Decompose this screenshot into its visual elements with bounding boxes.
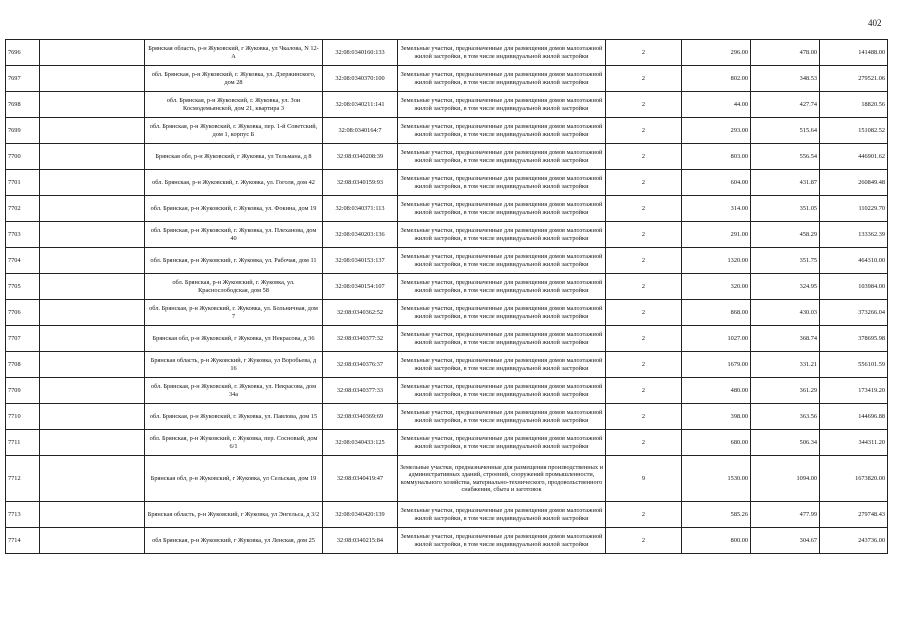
cell-address: Брянская обл, р-н Жуковский, г Жуковка, ул Тельмана, д 8 xyxy=(145,144,323,170)
cell-number: 7709 xyxy=(6,378,40,404)
cell-cadastral-number: 32:08:0340377:32 xyxy=(323,326,398,352)
cell-number: 7697 xyxy=(6,66,40,92)
cell-blank xyxy=(40,502,145,528)
cell-permitted-use: Земельные участки, предназначенные для размещения домов малоэтажной жилой застройки, в том числе индивидуальной жилой застройки xyxy=(398,326,606,352)
cell-blank xyxy=(40,40,145,66)
cell-permitted-use: Земельные участки, предназначенные для размещения домов малоэтажной жилой застройки, в том числе индивидуальной жилой застройки xyxy=(398,352,606,378)
cell-blank xyxy=(40,378,145,404)
cell-cadastral-value: 260849.48 xyxy=(820,170,888,196)
cell-blank xyxy=(40,352,145,378)
table-row xyxy=(6,196,888,222)
cell-cadastral-number: 32:08:0340203:136 xyxy=(323,222,398,248)
cell-specific-value: 431.87 xyxy=(751,170,820,196)
cell-use-group: 2 xyxy=(606,528,682,554)
cell-cadastral-number: 32:08:0340420:139 xyxy=(323,502,398,528)
cell-address: обл. Брянская, р-н Жуковский, г. Жуковка, ул. Рабочая, дом 11 xyxy=(145,248,323,274)
cell-use-group: 2 xyxy=(606,170,682,196)
cell-cadastral-value: 151082.52 xyxy=(820,118,888,144)
cell-use-group: 2 xyxy=(606,326,682,352)
table-row xyxy=(6,222,888,248)
cell-specific-value: 331.21 xyxy=(751,352,820,378)
cell-number: 7712 xyxy=(6,456,40,502)
cell-address: обл. Брянская, р-н Жуковский, г. Жуковка, ул. Зои Космодемьянской, дом 21, квартира 3 xyxy=(145,92,323,118)
cell-use-group: 2 xyxy=(606,222,682,248)
cell-number: 7700 xyxy=(6,144,40,170)
cell-address: обл. Брянская, р-н Жуковский, г. Жуковка, ул. Фокина, дом 19 xyxy=(145,196,323,222)
land-registry-table xyxy=(5,39,888,554)
cell-permitted-use: Земельные участки, предназначенные для размещения домов малоэтажной жилой застройки, в том числе индивидуальной жилой застройки xyxy=(398,248,606,274)
cell-use-group: 9 xyxy=(606,456,682,502)
cell-use-group: 2 xyxy=(606,248,682,274)
cell-number: 7710 xyxy=(6,404,40,430)
cell-use-group: 2 xyxy=(606,144,682,170)
cell-number: 7703 xyxy=(6,222,40,248)
cell-blank xyxy=(40,196,145,222)
cell-cadastral-number: 32:08:0340370:100 xyxy=(323,66,398,92)
cell-number: 7707 xyxy=(6,326,40,352)
cell-use-group: 2 xyxy=(606,66,682,92)
cell-area: 680.00 xyxy=(682,430,751,456)
cell-address: обл. Брянская, р-н Жуковский, г. Жуковка, ул. Павлова, дом 15 xyxy=(145,404,323,430)
cell-use-group: 2 xyxy=(606,430,682,456)
table-row xyxy=(6,144,888,170)
cell-address: обл. Брянская, р-н Жуковский, г. Жуковка, ул. Гоголя, дом 42 xyxy=(145,170,323,196)
cell-blank xyxy=(40,248,145,274)
cell-cadastral-value: 18820.56 xyxy=(820,92,888,118)
cell-cadastral-number: 32:08:0340154:107 xyxy=(323,274,398,300)
cell-permitted-use: Земельные участки, предназначенные для размещения домов малоэтажной жилой застройки, в том числе индивидуальной жилой застройки xyxy=(398,274,606,300)
cell-number: 7706 xyxy=(6,300,40,326)
cell-number: 7702 xyxy=(6,196,40,222)
cell-permitted-use: Земельные участки, предназначенные для размещения производственных и административных зданий, строений, сооружений промышленности, коммунального хозяйства, материально-технического, продовольственного снабжения, сбыта и заготовок xyxy=(398,456,606,502)
cell-cadastral-value: 173419.20 xyxy=(820,378,888,404)
cell-cadastral-number: 32:08:0340371:113 xyxy=(323,196,398,222)
cell-cadastral-value: 378695.98 xyxy=(820,326,888,352)
table-row xyxy=(6,40,888,66)
cell-address: Брянская обл, р-н Жуковский, г Жуковка, ул Сельская, дом 19 xyxy=(145,456,323,502)
cell-blank xyxy=(40,66,145,92)
cell-cadastral-number: 32:08:0340433:125 xyxy=(323,430,398,456)
cell-blank xyxy=(40,118,145,144)
table-row xyxy=(6,118,888,144)
cell-address: Брянская обл, р-н Жуковский, г Жуковка, ул Некрасова, д 36 xyxy=(145,326,323,352)
cell-blank xyxy=(40,170,145,196)
cell-cadastral-value: 556101.59 xyxy=(820,352,888,378)
cell-cadastral-number: 32:08:0340369:69 xyxy=(323,404,398,430)
cell-permitted-use: Земельные участки, предназначенные для размещения домов малоэтажной жилой застройки, в том числе индивидуальной жилой застройки xyxy=(398,404,606,430)
cell-number: 7699 xyxy=(6,118,40,144)
cell-cadastral-number: 32:08:0340164:7 xyxy=(323,118,398,144)
cell-specific-value: 556.54 xyxy=(751,144,820,170)
cell-permitted-use: Земельные участки, предназначенные для размещения домов малоэтажной жилой застройки, в том числе индивидуальной жилой застройки xyxy=(398,430,606,456)
cell-specific-value: 458.29 xyxy=(751,222,820,248)
table-row xyxy=(6,66,888,92)
cell-area: 1027.00 xyxy=(682,326,751,352)
cell-cadastral-number: 32:08:0340153:137 xyxy=(323,248,398,274)
cell-specific-value: 478.00 xyxy=(751,40,820,66)
cell-blank xyxy=(40,300,145,326)
cell-blank xyxy=(40,274,145,300)
cell-blank xyxy=(40,430,145,456)
cell-permitted-use: Земельные участки, предназначенные для размещения домов малоэтажной жилой застройки, в том числе индивидуальной жилой застройки xyxy=(398,144,606,170)
cell-address: обл. Брянская, р-н Жуковский, г. Жуковка, ул. Краснослободская, дом 58 xyxy=(145,274,323,300)
cell-specific-value: 368.74 xyxy=(751,326,820,352)
cell-permitted-use: Земельные участки, предназначенные для размещения домов малоэтажной жилой застройки, в том числе индивидуальной жилой застройки xyxy=(398,528,606,554)
cell-cadastral-value: 110229.70 xyxy=(820,196,888,222)
cell-permitted-use: Земельные участки, предназначенные для размещения домов малоэтажной жилой застройки, в том числе индивидуальной жилой застройки xyxy=(398,118,606,144)
cell-cadastral-number: 32:08:0340159:93 xyxy=(323,170,398,196)
table-body xyxy=(6,40,888,554)
cell-cadastral-value: 144696.88 xyxy=(820,404,888,430)
cell-address: Брянская область, р-н Жуковский, г Жуковка, ул Энгельса, д 3/2 xyxy=(145,502,323,528)
cell-blank xyxy=(40,528,145,554)
cell-permitted-use: Земельные участки, предназначенные для размещения домов малоэтажной жилой застройки, в том числе индивидуальной жилой застройки xyxy=(398,196,606,222)
table-row xyxy=(6,300,888,326)
cell-permitted-use: Земельные участки, предназначенные для размещения домов малоэтажной жилой застройки, в том числе индивидуальной жилой застройки xyxy=(398,502,606,528)
cell-blank xyxy=(40,92,145,118)
cell-address: обл. Брянская, р-н Жуковский, г. Жуковка, ул. Некрасова, дом 34а xyxy=(145,378,323,404)
page-number: 402 xyxy=(868,18,882,28)
table-row xyxy=(6,326,888,352)
cell-blank xyxy=(40,326,145,352)
cell-specific-value: 304.67 xyxy=(751,528,820,554)
cell-blank xyxy=(40,222,145,248)
cell-area: 604.00 xyxy=(682,170,751,196)
cell-cadastral-value: 464310.00 xyxy=(820,248,888,274)
table-row xyxy=(6,92,888,118)
cell-address: обл. Брянская, р-н Жуковский, г. Жуковка, ул. Дзержинского, дом 28 xyxy=(145,66,323,92)
cell-area: 293.00 xyxy=(682,118,751,144)
table-row xyxy=(6,502,888,528)
table-row xyxy=(6,456,888,502)
table-row xyxy=(6,170,888,196)
cell-cadastral-value: 279521.06 xyxy=(820,66,888,92)
cell-address: обл. Брянская, р-н Жуковский, г. Жуковка, пер. Сосновый, дом 6/1 xyxy=(145,430,323,456)
cell-cadastral-value: 344311.20 xyxy=(820,430,888,456)
cell-address: обл Брянская, р-н Жуковский, г Жуковка, ул Ленская, дом 25 xyxy=(145,528,323,554)
cell-area: 296.00 xyxy=(682,40,751,66)
cell-area: 803.00 xyxy=(682,144,751,170)
cell-number: 7705 xyxy=(6,274,40,300)
table-row xyxy=(6,528,888,554)
cell-use-group: 2 xyxy=(606,404,682,430)
cell-permitted-use: Земельные участки, предназначенные для размещения домов малоэтажной жилой застройки, в том числе индивидуальной жилой застройки xyxy=(398,222,606,248)
cell-specific-value: 506.34 xyxy=(751,430,820,456)
cell-area: 585.26 xyxy=(682,502,751,528)
table-row xyxy=(6,274,888,300)
cell-area: 1320.00 xyxy=(682,248,751,274)
cell-cadastral-number: 32:08:0340376:37 xyxy=(323,352,398,378)
cell-cadastral-value: 103984.00 xyxy=(820,274,888,300)
cell-number: 7701 xyxy=(6,170,40,196)
cell-use-group: 2 xyxy=(606,274,682,300)
table-row xyxy=(6,430,888,456)
cell-permitted-use: Земельные участки, предназначенные для размещения домов малоэтажной жилой застройки, в том числе индивидуальной жилой застройки xyxy=(398,40,606,66)
table-row xyxy=(6,378,888,404)
cell-specific-value: 427.74 xyxy=(751,92,820,118)
cell-use-group: 2 xyxy=(606,352,682,378)
cell-cadastral-value: 1673820.00 xyxy=(820,456,888,502)
cell-specific-value: 430.03 xyxy=(751,300,820,326)
cell-number: 7696 xyxy=(6,40,40,66)
cell-cadastral-number: 32:08:0340160:133 xyxy=(323,40,398,66)
cell-cadastral-number: 32:08:0340215:84 xyxy=(323,528,398,554)
cell-number: 7714 xyxy=(6,528,40,554)
cell-specific-value: 351.05 xyxy=(751,196,820,222)
cell-specific-value: 361.29 xyxy=(751,378,820,404)
cell-area: 1530.00 xyxy=(682,456,751,502)
cell-specific-value: 351.75 xyxy=(751,248,820,274)
cell-specific-value: 363.56 xyxy=(751,404,820,430)
table-row xyxy=(6,352,888,378)
cell-area: 800.00 xyxy=(682,528,751,554)
cell-permitted-use: Земельные участки, предназначенные для размещения домов малоэтажной жилой застройки, в том числе индивидуальной жилой застройки xyxy=(398,378,606,404)
cell-specific-value: 1094.00 xyxy=(751,456,820,502)
cell-permitted-use: Земельные участки, предназначенные для размещения домов малоэтажной жилой застройки, в том числе индивидуальной жилой застройки xyxy=(398,66,606,92)
cell-area: 868.00 xyxy=(682,300,751,326)
cell-cadastral-number: 32:08:0340419:47 xyxy=(323,456,398,502)
cell-blank xyxy=(40,144,145,170)
cell-cadastral-value: 141488.00 xyxy=(820,40,888,66)
cell-address: Брянская область, р-н Жуковский, г Жуковка, ул Воробьева, д 16 xyxy=(145,352,323,378)
cell-permitted-use: Земельные участки, предназначенные для размещения домов малоэтажной жилой застройки, в том числе индивидуальной жилой застройки xyxy=(398,300,606,326)
cell-blank xyxy=(40,404,145,430)
cell-use-group: 2 xyxy=(606,196,682,222)
cell-area: 291.00 xyxy=(682,222,751,248)
cell-number: 7704 xyxy=(6,248,40,274)
cell-area: 314.00 xyxy=(682,196,751,222)
cell-use-group: 2 xyxy=(606,502,682,528)
cell-use-group: 2 xyxy=(606,378,682,404)
cell-number: 7711 xyxy=(6,430,40,456)
cell-cadastral-value: 279748.43 xyxy=(820,502,888,528)
cell-address: обл. Брянская, р-н Жуковский, г. Жуковка, ул. Плеханова, дом 40 xyxy=(145,222,323,248)
cell-number: 7713 xyxy=(6,502,40,528)
cell-cadastral-number: 32:08:0340211:141 xyxy=(323,92,398,118)
cell-area: 44.00 xyxy=(682,92,751,118)
cell-number: 7698 xyxy=(6,92,40,118)
cell-area: 398.00 xyxy=(682,404,751,430)
cell-permitted-use: Земельные участки, предназначенные для размещения домов малоэтажной жилой застройки, в том числе индивидуальной жилой застройки xyxy=(398,170,606,196)
cell-cadastral-value: 243736.00 xyxy=(820,528,888,554)
cell-number: 7708 xyxy=(6,352,40,378)
cell-use-group: 2 xyxy=(606,40,682,66)
cell-area: 480.00 xyxy=(682,378,751,404)
cell-specific-value: 477.99 xyxy=(751,502,820,528)
cell-use-group: 2 xyxy=(606,300,682,326)
cell-cadastral-value: 133362.39 xyxy=(820,222,888,248)
table-row xyxy=(6,404,888,430)
cell-area: 320.00 xyxy=(682,274,751,300)
cell-specific-value: 515.64 xyxy=(751,118,820,144)
cell-address: обл. Брянская, р-н Жуковский, г. Жуковка, ул. Больничная, дом 7 xyxy=(145,300,323,326)
cell-address: обл. Брянская, р-н Жуковский, г. Жуковка, пер. 1-й Советский, дом 1, корпус Б xyxy=(145,118,323,144)
table-row xyxy=(6,248,888,274)
cell-area: 1679.00 xyxy=(682,352,751,378)
cell-blank xyxy=(40,456,145,502)
cell-use-group: 2 xyxy=(606,92,682,118)
cell-specific-value: 348.53 xyxy=(751,66,820,92)
cell-address: Брянская область, р-н Жуковский, г Жуковка, ул Чкалова, N 12-А xyxy=(145,40,323,66)
cell-area: 802.00 xyxy=(682,66,751,92)
cell-use-group: 2 xyxy=(606,118,682,144)
cell-cadastral-number: 32:08:0340208:39 xyxy=(323,144,398,170)
cell-cadastral-number: 32:08:0340377:33 xyxy=(323,378,398,404)
cell-permitted-use: Земельные участки, предназначенные для размещения домов малоэтажной жилой застройки, в том числе индивидуальной жилой застройки xyxy=(398,92,606,118)
cell-specific-value: 324.95 xyxy=(751,274,820,300)
cell-cadastral-value: 373266.04 xyxy=(820,300,888,326)
cell-cadastral-value: 446901.62 xyxy=(820,144,888,170)
cell-cadastral-number: 32:08:0340362:52 xyxy=(323,300,398,326)
